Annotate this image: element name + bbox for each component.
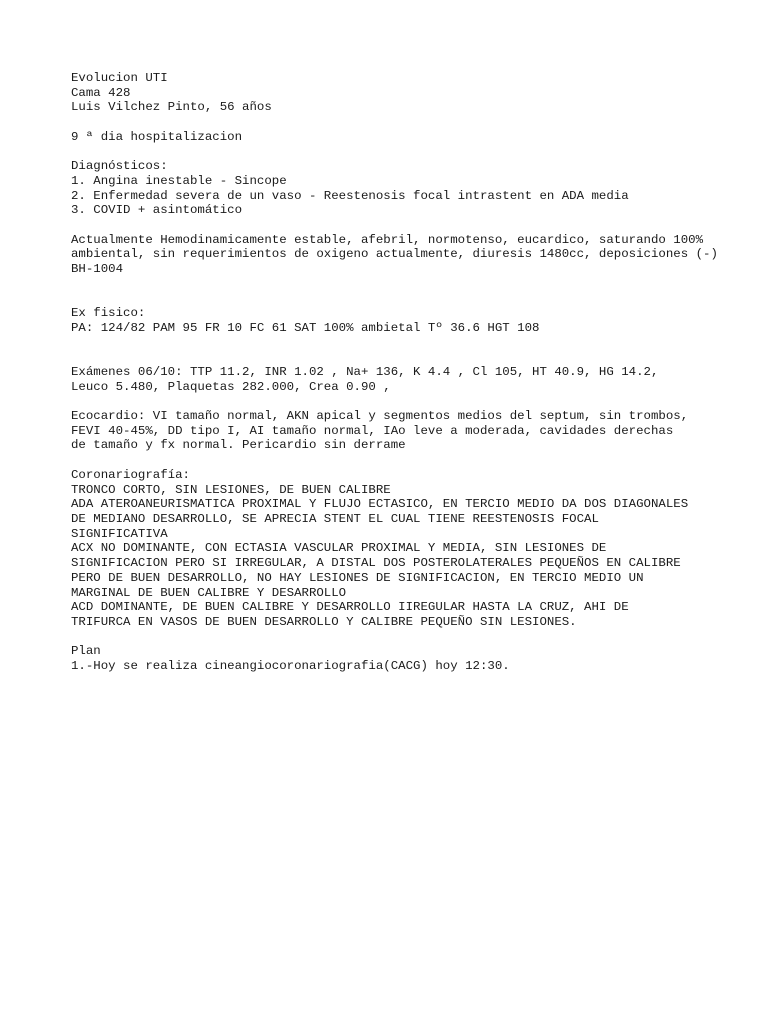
coronary-line: ACX NO DOMINANTE, CON ECTASIA VASCULAR PROXIMAL Y MEDIA, SIN LESIONES DE (71, 541, 607, 556)
clinical-note (71, 71, 731, 688)
echo-section (71, 409, 731, 453)
coronary-line: TRIFURCA EN VASOS DE BUEN DESARROLLO Y CALIBRE PEQUEÑO SIN LESIONES. (71, 614, 577, 629)
labs-line: Exámenes 06/10: TTP 11.2, INR 1.02 , Na+ 136, K 4.4 , Cl 105, HT 40.9, HG 14.2, (71, 364, 659, 379)
plan-section (71, 644, 731, 673)
current-status-section (71, 233, 731, 277)
echo-line: de tamaño y fx normal. Pericardio sin derrame (71, 438, 406, 453)
physical-exam-section (71, 306, 731, 335)
patient-name-age: Luis Vilchez Pinto, 56 años (71, 100, 272, 115)
labs-section (71, 365, 731, 394)
hospital-day: 9 ª dia hospitalizacion (71, 129, 243, 144)
plan-item: 1.-Hoy se realiza cineangiocoronariografia(CACG) hoy 12:30. (71, 659, 510, 673)
labs-line: Leuco 5.480, Plaquetas 282.000, Crea 0.90 , (71, 379, 391, 394)
diagnosis-item: 1. Angina inestable - Sincope (71, 173, 287, 188)
coronary-line: ADA ATEROANEURISMATICA PROXIMAL Y FLUJO ECTASICO, EN TERCIO MEDIO DA DOS DIAGONALES (71, 497, 689, 512)
diagnoses-heading: Diagnósticos: (71, 159, 168, 174)
vitals-line: PA: 124/82 PAM 95 FR 10 FC 61 SAT 100% ambietal Tº 36.6 HGT 108 (71, 320, 540, 335)
coronary-line: PERO DE BUEN DESARROLLO, NO HAY LESIONES DE SIGNIFICACION, EN TERCIO MEDIO UN (71, 570, 644, 585)
current-status-text: Actualmente Hemodinamicamente estable, afebril, normotenso, eucardico, saturando 100% ambiental, sin requerimientos de oxigeno actualmente, diuresis 1480cc, deposiciones (-) BH-1004 (71, 232, 718, 277)
bed-number: Cama 428 (71, 85, 131, 100)
coronary-section (71, 468, 731, 630)
echo-line: FEVI 40-45%, DD tipo I, AI tamaño normal, IAo leve a moderada, cavidades derechas (71, 423, 674, 438)
coronary-line: ACD DOMINANTE, DE BUEN CALIBRE Y DESARROLLO IIREGULAR HASTA LA CRUZ, AHI DE (71, 600, 629, 615)
plan-heading: Plan (71, 644, 101, 659)
diagnoses-section (71, 159, 731, 218)
diagnosis-item: 2. Enfermedad severa de un vaso - Reestenosis focal intrastent en ADA media (71, 188, 629, 203)
hospital-day-section (71, 130, 731, 145)
note-title: Evolucion UTI (71, 71, 168, 85)
coronary-line: SIGNIFICATIVA (71, 526, 168, 541)
coronary-line: DE MEDIANO DESARROLLO, SE APRECIA STENT EL CUAL TIENE REESTENOSIS FOCAL (71, 511, 599, 526)
coronary-line: SIGNIFICACION PERO SI IRREGULAR, A DISTAL DOS POSTEROLATERALES PEQUEÑOS EN CALIBRE (71, 556, 681, 571)
physical-exam-heading: Ex fisico: (71, 306, 146, 321)
note-header (71, 71, 731, 115)
coronary-line: MARGINAL DE BUEN CALIBRE Y DESARROLLO (71, 585, 347, 600)
coronary-line: TRONCO CORTO, SIN LESIONES, DE BUEN CALIBRE (71, 482, 391, 497)
coronary-heading: Coronariografía: (71, 467, 190, 482)
diagnosis-item: 3. COVID + asintomático (71, 203, 243, 218)
echo-line: Ecocardio: VI tamaño normal, AKN apical y segmentos medios del septum, sin trombos, (71, 409, 689, 424)
